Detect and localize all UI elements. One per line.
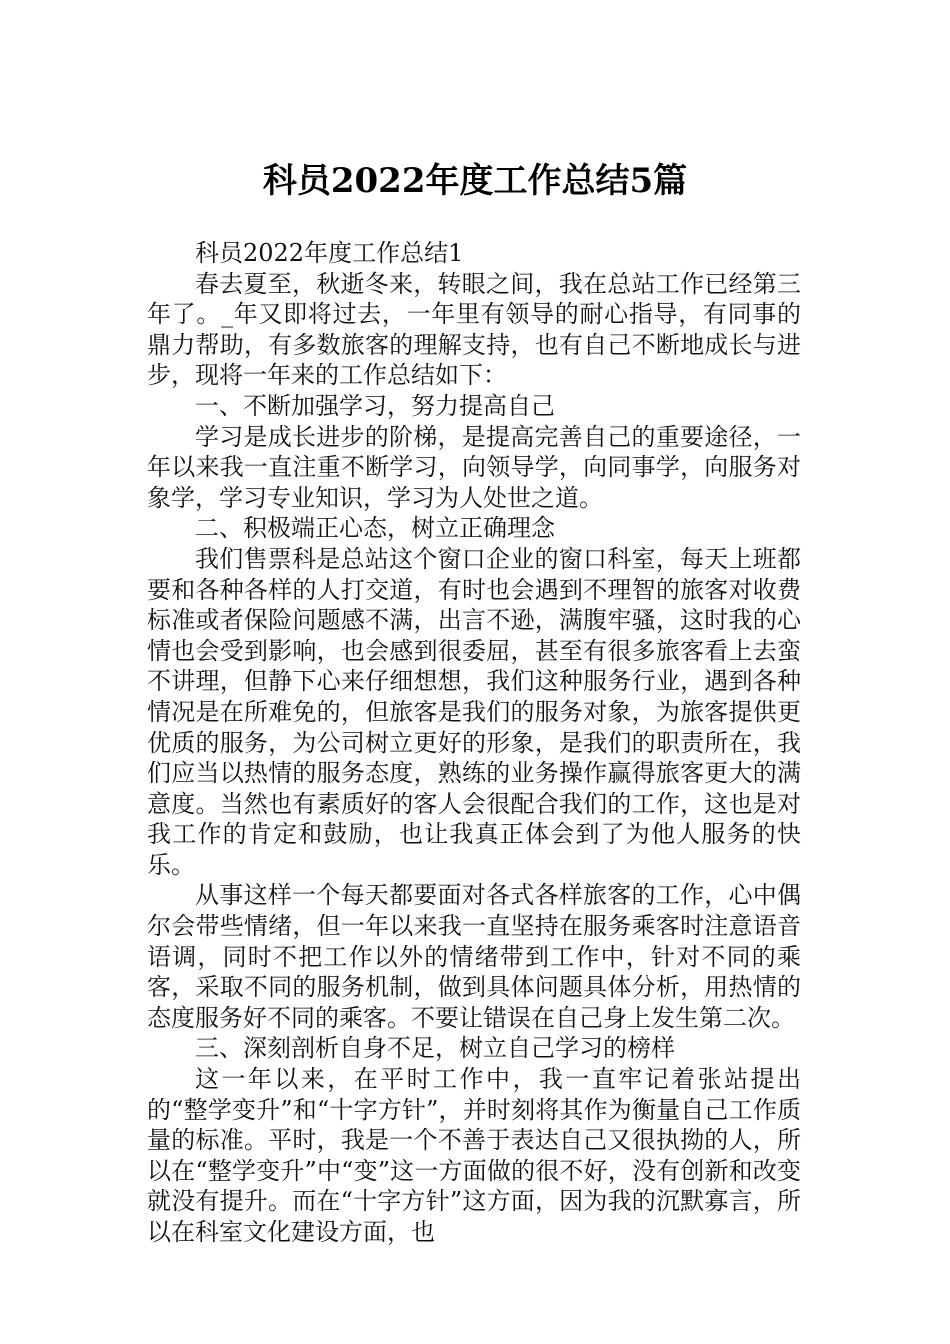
body-paragraph: 这一年以来，在平时工作中，我一直牢记着张站提出的“整学变升”和“十字方针”，并时刻将其作为衡量自己工作质量的标准。平时，我是一个不善于表达自己又很执拗的人，所以在“整学变升”中“变”这一方面做的很不好，没有创新和改变就没有提升。而在“十字方针”这方面，因为我的沉默寡言，所以在科室文化建设方面，也 <box>147 1065 801 1246</box>
body-paragraph: 春去夏至，秋逝冬来，转眼之间，我在总站工作已经第三年了。_年又即将过去，一年里有领导的耐心指导，有同事的鼎力帮助，有多数旅客的理解支持，也有自己不断地成长与进步，现将一年来的工作总结如下： <box>147 269 801 390</box>
document-title: 科员2022年度工作总结5篇 <box>262 160 688 201</box>
section-heading-1: 一、不断加强学习，努力提高自己 <box>195 391 555 420</box>
body-paragraph: 我们售票科是总站这个窗口企业的窗口科室，每天上班都要和各种各样的人打交道，有时也会遇到不理智的旅客对收费标准或者保险问题感不满，出言不逊，满腹牢骚，这时我的心情也会受到影响，也会感到很委屈，甚至有很多旅客看上去蛮不讲理，但静下心来仔细想想，我们这种服务行业，遇到各种情况是在所难免的，但旅客是我们的服务对象，为旅客提供更优质的服务，为公司树立更好的形象，是我们的职责所在，我们应当以热情的服务态度，熟练的业务操作赢得旅客更大的满意度。当然也有素质好的客人会很配合我们的工作，这也是对我工作的肯定和鼓励，也让我真正体会到了为他人服务的快乐。 <box>147 544 801 879</box>
body-paragraph: 从事这样一个每天都要面对各式各样旅客的工作，心中偶尔会带些情绪，但一年以来我一直坚持在服务乘客时注意语音语调，同时不把工作以外的情绪带到工作中，针对不同的乘客，采取不同的服务机制，做到具体问题具体分析，用热情的态度服务好不同的乘客。不要让错误在自己身上发生第二次。 <box>147 881 801 1032</box>
section-heading-3: 三、深刻剖析自身不足，树立自己学习的榜样 <box>195 1034 675 1063</box>
section-heading-2: 二、积极端正心态，树立正确理念 <box>195 514 555 543</box>
section-heading-article-1: 科员2022年度工作总结1 <box>195 239 464 267</box>
body-paragraph: 学习是成长进步的阶梯，是提高完善自己的重要途径，一年以来我一直注重不断学习，向领导学，向同事学，向服务对象学，学习专业知识，学习为人处世之道。 <box>147 422 801 512</box>
document-body <box>147 238 801 1248</box>
